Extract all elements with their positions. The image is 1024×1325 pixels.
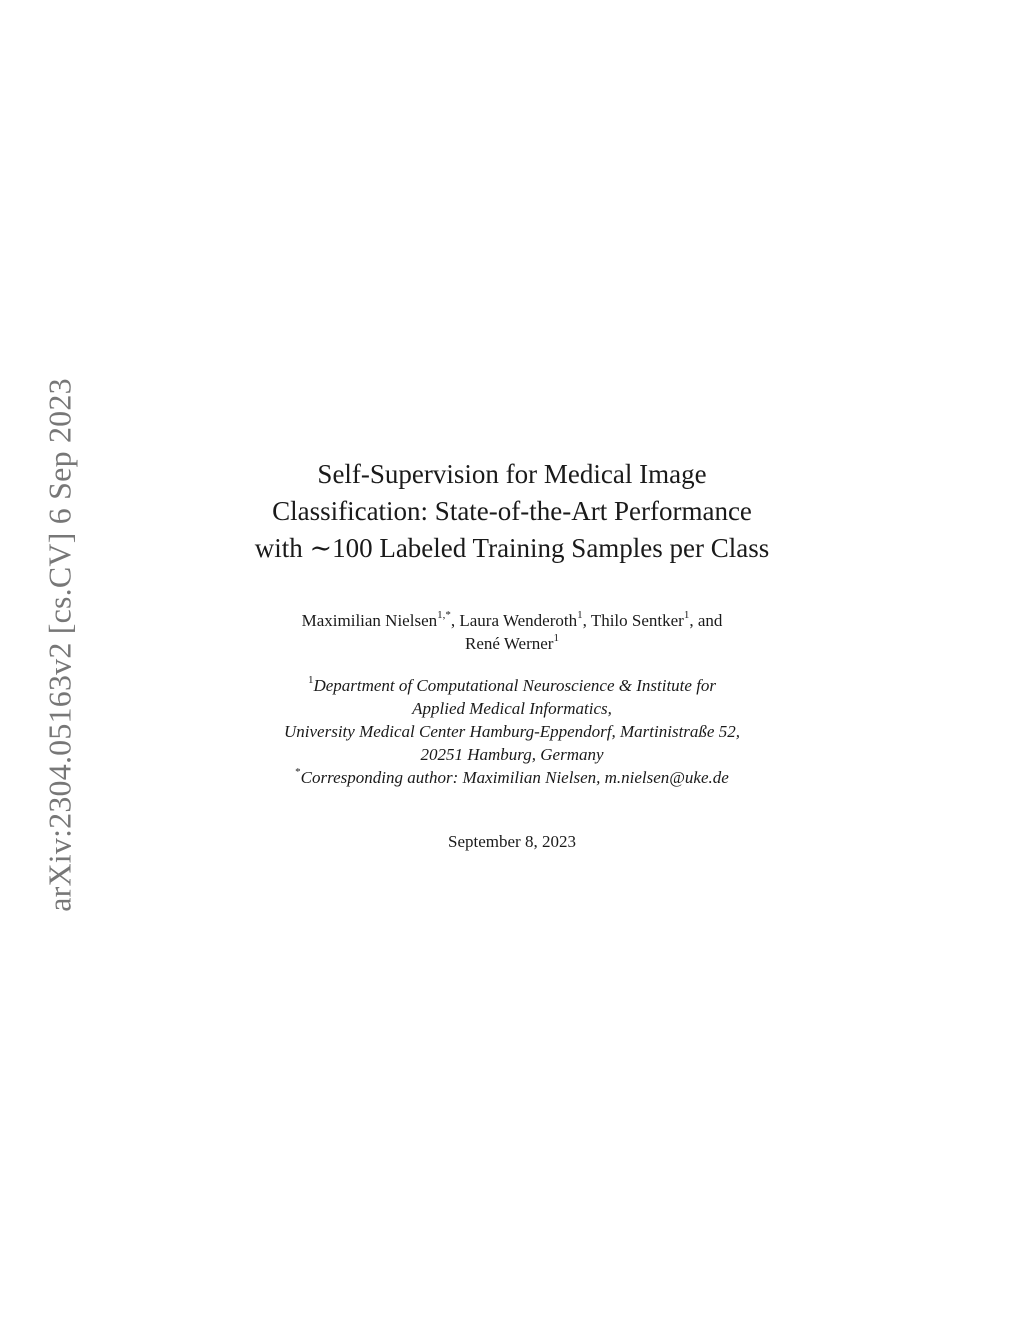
arxiv-identifier-stamp: arXiv:2304.05163v2 [cs.CV] 6 Sep 2023 (41, 378, 78, 912)
author-affiliation-mark: 1,* (437, 609, 451, 622)
affiliation-text: Department of Computational Neuroscience & Institute for (313, 676, 717, 695)
affiliation-block (0, 674, 1024, 789)
author-list (0, 609, 1024, 655)
publication-date: September 8, 2023 (448, 832, 576, 851)
corresponding-author-text: Corresponding author: Maximilian Nielsen, m.nielsen@uke.de (300, 768, 729, 787)
affiliation-line-2: Applied Medical Informatics, (412, 699, 612, 718)
author-name: Maximilian Nielsen (301, 611, 438, 630)
corresponding-mark: * (295, 766, 301, 779)
affiliation-line-1 (0, 674, 1024, 697)
title-line-3: with ∼100 Labeled Training Samples per Class (254, 533, 770, 563)
title-line-1: Self-Supervision for Medical Image (317, 459, 707, 489)
title-line-2: Classification: State-of-the-Art Performance (272, 496, 752, 526)
affiliation-mark: 1 (307, 674, 314, 687)
author-name: René Werner (465, 634, 554, 653)
author-name: , Laura Wenderoth (450, 611, 578, 630)
affiliation-line-3: University Medical Center Hamburg-Eppendorf, Martinistraße 52, (284, 722, 740, 741)
author-affiliation-mark: 1 (683, 609, 690, 622)
author-line-2 (0, 632, 1024, 655)
author-name: , Thilo Sentker (582, 611, 684, 630)
affiliation-line-4: 20251 Hamburg, Germany (420, 745, 604, 764)
author-affiliation-mark: 1 (577, 609, 583, 622)
author-affiliation-mark: 1 (553, 632, 559, 645)
author-line-1 (0, 609, 1024, 632)
paper-title (0, 456, 1024, 567)
corresponding-author-line (0, 766, 1024, 789)
author-separator: , and (689, 611, 723, 630)
